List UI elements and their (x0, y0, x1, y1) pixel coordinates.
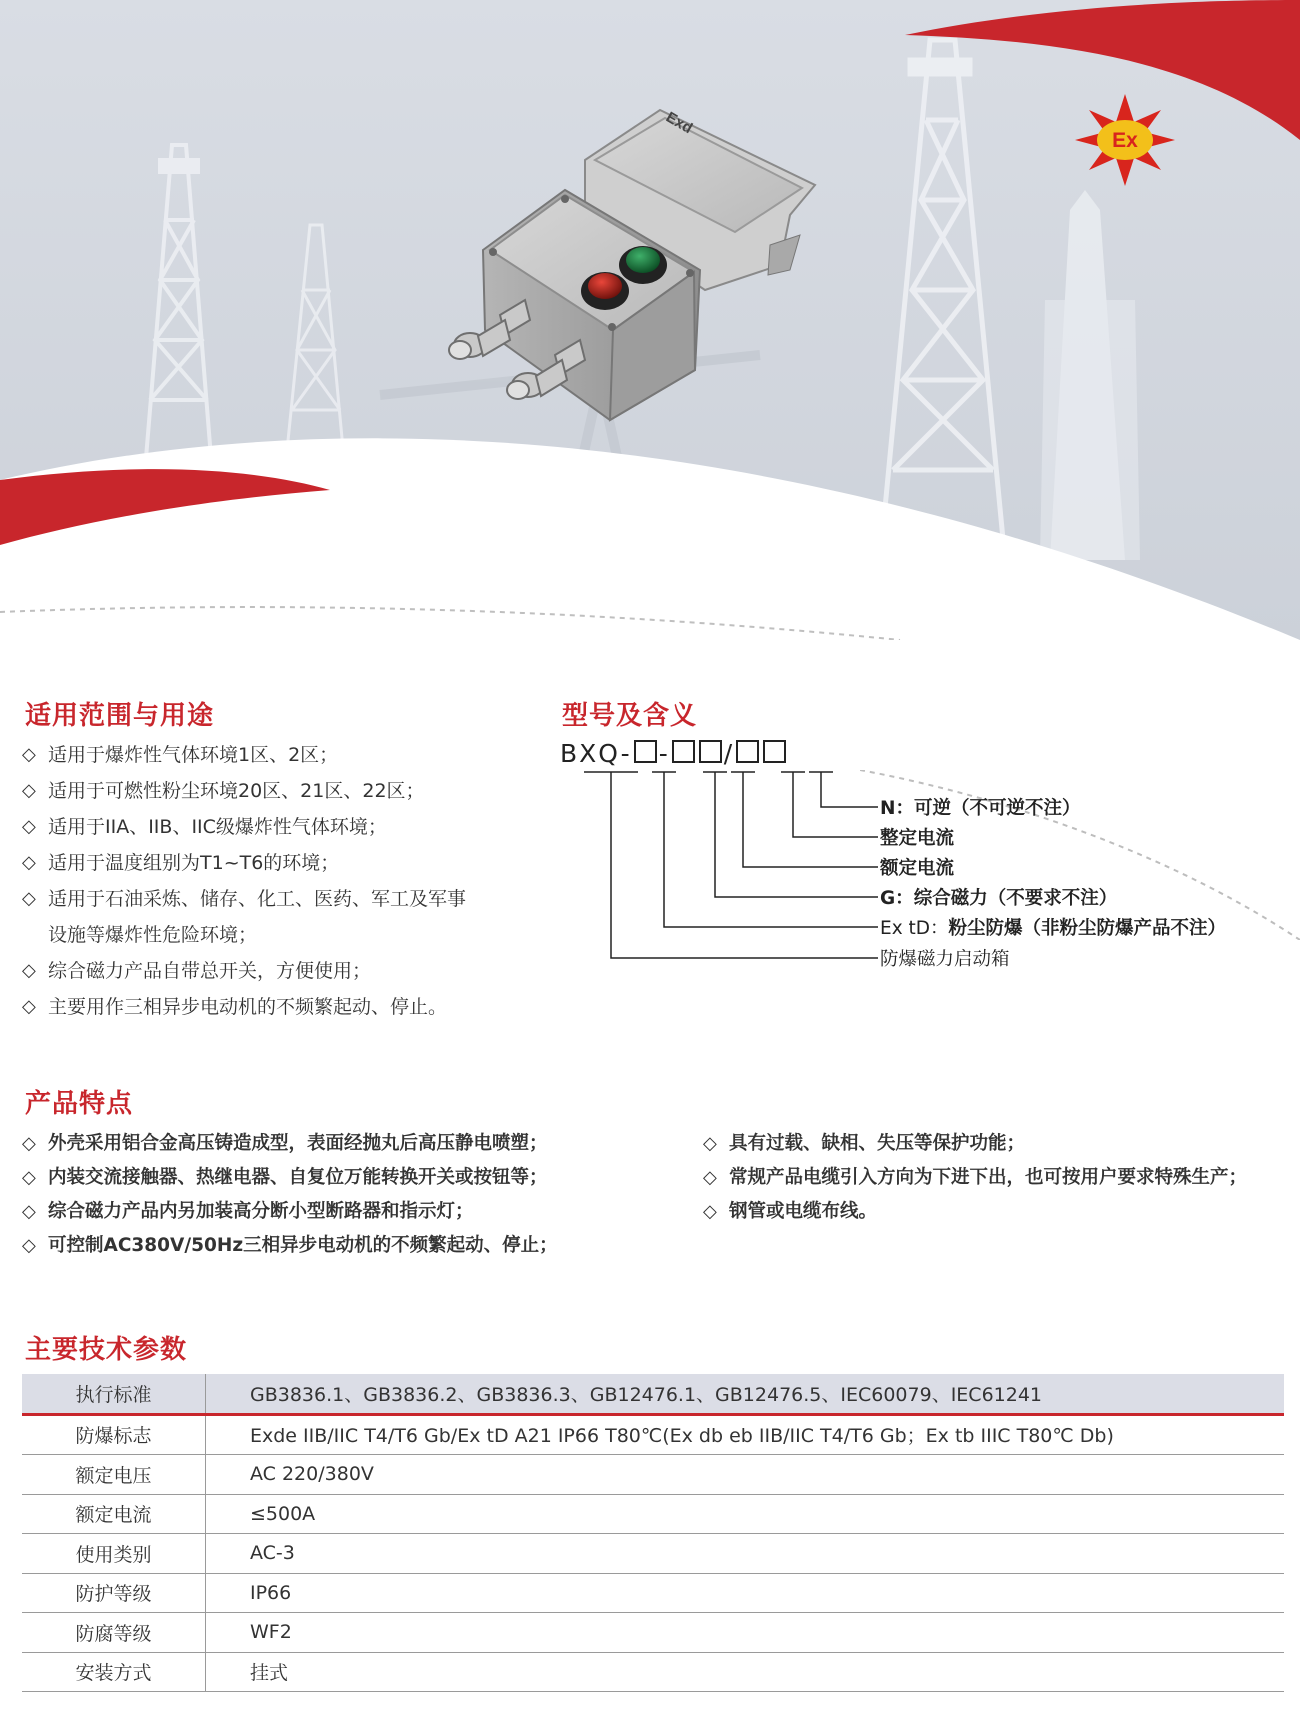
list-item: ◇ 适用于爆炸性气体环境1区、2区； (22, 737, 466, 773)
diamond-bullet-icon: ◇ (22, 996, 36, 1017)
hero-banner (0, 0, 1300, 640)
spec-value: AC-3 (206, 1534, 1285, 1574)
list-item: ◇ 内装交流接触器、热继电器、自复位万能转换开关或按钮等； (22, 1161, 558, 1195)
spec-value: GB3836.1、GB3836.2、GB3836.3、GB12476.1、GB12476.5、IEC60079、IEC61241 (206, 1374, 1285, 1414)
spec-key: 使用类别 (22, 1534, 206, 1574)
diamond-bullet-icon: ◇ (703, 1133, 717, 1154)
spec-value: AC 220/380V (206, 1455, 1285, 1495)
diamond-bullet-icon: ◇ (22, 1167, 36, 1188)
specs-title: 主要技术参数 (25, 1335, 188, 1365)
diamond-bullet-icon: ◇ (22, 816, 36, 837)
placeholder-box-icon (763, 740, 786, 763)
diamond-bullet-icon: ◇ (22, 1201, 36, 1222)
spec-value: 挂式 (206, 1652, 1285, 1692)
table-row (22, 1455, 1284, 1495)
model-prefix: BXQ (560, 739, 621, 768)
spec-key: 防护等级 (22, 1573, 206, 1613)
placeholder-box-icon (699, 740, 722, 763)
table-row (22, 1374, 1284, 1414)
specs-table (22, 1374, 1284, 1692)
model-legend-item: 整定电流 (880, 828, 955, 849)
diamond-bullet-icon: ◇ (22, 888, 36, 909)
diamond-bullet-icon: ◇ (703, 1167, 717, 1188)
table-row (22, 1534, 1284, 1574)
list-item: ◇ 具有过载、缺相、失压等保护功能； (703, 1127, 1247, 1161)
svg-text:Exd: Exd (663, 108, 696, 138)
model-legend-item: Ex tD：粉尘防爆（非粉尘防爆产品不注） (880, 918, 1227, 939)
diamond-bullet-icon: ◇ (22, 744, 36, 765)
table-row (22, 1613, 1284, 1653)
scope-title: 适用范围与用途 (25, 701, 215, 731)
list-item: ◇ 适用于可燃性粉尘环境20区、21区、22区； (22, 773, 466, 809)
diamond-bullet-icon: ◇ (22, 1235, 36, 1256)
features-title: 产品特点 (25, 1089, 134, 1119)
list-item-continuation: 设施等爆炸性危险环境； (48, 924, 258, 946)
model-legend-item: 防爆磁力启动箱 (880, 949, 1010, 970)
list-item: ◇ 适用于石油采炼、储存、化工、医药、军工及军事 (22, 881, 466, 917)
list-item: ◇ 综合磁力产品自带总开关，方便使用； (22, 953, 466, 989)
spec-value: IP66 (206, 1573, 1285, 1613)
diamond-bullet-icon: ◇ (703, 1201, 717, 1222)
spec-value: WF2 (206, 1613, 1285, 1653)
list-item: ◇ 主要用作三相异步电动机的不频繁起动、停止。 (22, 989, 466, 1025)
spec-value: ≤500A (206, 1494, 1285, 1534)
stop-button-icon (581, 272, 629, 310)
placeholder-box-icon (736, 740, 759, 763)
model-legend-item: G：综合磁力（不要求不注） (880, 888, 1118, 909)
placeholder-box-icon (672, 740, 695, 763)
list-item: ◇ 外壳采用铝合金高压铸造成型，表面经抛丸后高压静电喷塑； (22, 1127, 558, 1161)
diamond-bullet-icon: ◇ (22, 780, 36, 801)
model-title: 型号及含义 (562, 701, 698, 731)
model-code: BXQ- - / (560, 739, 788, 768)
features-list-left (22, 1127, 558, 1263)
start-button-icon (619, 246, 667, 284)
spec-key: 防爆标志 (22, 1414, 206, 1455)
spec-key: 执行标准 (22, 1374, 206, 1414)
list-item: ◇ 钢管或电缆布线。 (703, 1195, 1247, 1229)
list-item: ◇ 适用于IIA、IIB、IIC级爆炸性气体环境； (22, 809, 466, 845)
model-legend-item: N：可逆（不可逆不注） (880, 798, 1081, 819)
list-item: ◇ 常规产品电缆引入方向为下进下出，也可按用户要求特殊生产； (703, 1161, 1247, 1195)
list-item: ◇ 综合磁力产品内另加装高分断小型断路器和指示灯； (22, 1195, 558, 1229)
model-leader-lines (580, 765, 880, 975)
spec-key: 安装方式 (22, 1652, 206, 1692)
diamond-bullet-icon: ◇ (22, 1133, 36, 1154)
table-row (22, 1652, 1284, 1692)
spec-key: 额定电压 (22, 1455, 206, 1495)
table-row (22, 1573, 1284, 1613)
svg-text:Ex: Ex (1112, 129, 1138, 152)
diamond-bullet-icon: ◇ (22, 852, 36, 873)
spec-key: 额定电流 (22, 1494, 206, 1534)
scope-list (22, 737, 466, 1025)
spec-value: Exde IIB/IIC T4/T6 Gb/Ex tD A21 IP66 T80℃(Ex db eb IIB/IIC T4/T6 Gb；Ex tb IIIC T80℃ Db) (206, 1414, 1285, 1455)
table-row (22, 1494, 1284, 1534)
features-list-right (703, 1127, 1247, 1229)
list-item: ◇ 适用于温度组别为T1~T6的环境； (22, 845, 466, 881)
table-row (22, 1414, 1284, 1455)
placeholder-box-icon (634, 740, 657, 763)
spec-key: 防腐等级 (22, 1613, 206, 1653)
diamond-bullet-icon: ◇ (22, 960, 36, 981)
list-item: ◇ 可控制AC380V/50Hz三相异步电动机的不频繁起动、停止； (22, 1229, 558, 1263)
model-legend-item: 额定电流 (880, 858, 955, 879)
